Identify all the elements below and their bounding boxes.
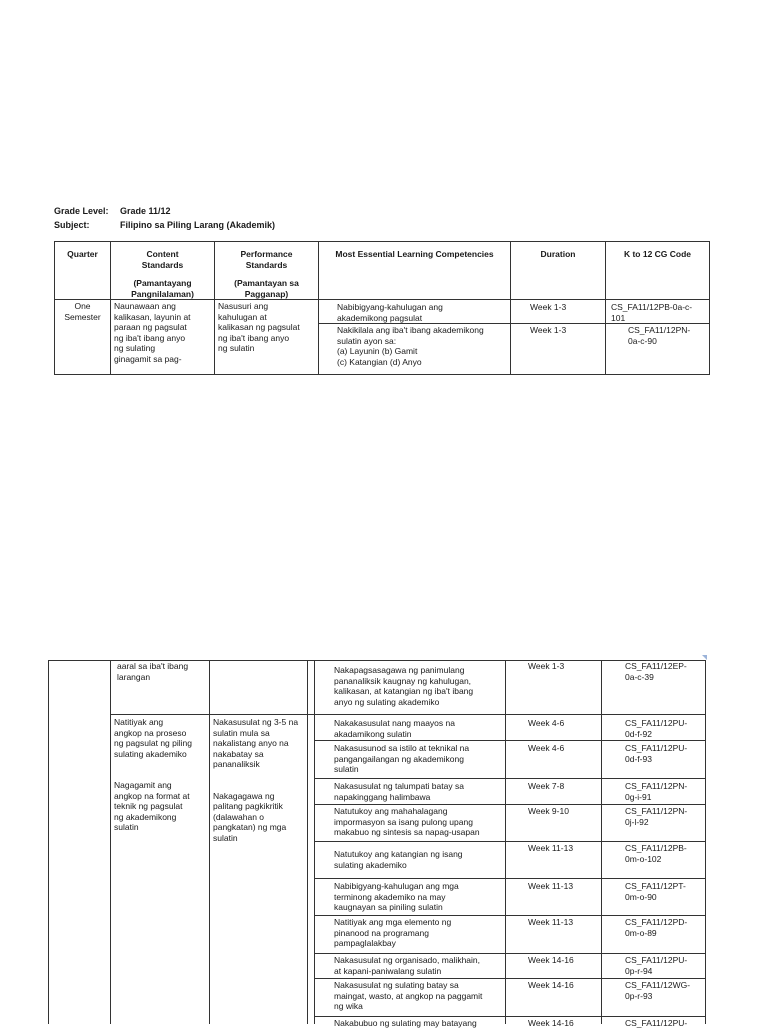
duration-cell: Week 7-8 (528, 781, 565, 791)
duration-cell: Week 1-3 (528, 661, 565, 671)
duration-cell: Week 4-6 (528, 718, 565, 728)
melc-cell: Nabibigyang-kahulugan ang akademikong pagsulat (337, 302, 443, 323)
melc-cell: Nakapagsasagawa ng panimulang pananaliksik kaugnay ng kahulugan, kalikasan, at katangian ng iba't ibang anyo ng sulating akademiko (334, 665, 474, 707)
melc-cell: Nabibigyang-kahulugan ang mga terminong akademiko na may kaugnayan sa piniling sulatin (334, 881, 459, 912)
cg-code-cell: CS_FA11/12PD- 0m-o-89 (625, 917, 688, 938)
content-standard-cell: Natitiyak ang angkop na proseso ng pagsulat ng piling sulating akademiko Nagagamit ang angkop na format at teknik ng pagsulat ng akademikong sulatin (114, 717, 192, 832)
duration-cell: Week 1-3 (530, 302, 567, 312)
cg-code-cell: CS_FA11/12PU- 0d-f-93 (625, 743, 688, 764)
duration-cell: Week 11-13 (528, 881, 574, 891)
duration-cell: Week 1-3 (530, 325, 567, 335)
duration-cell: Week 14-16 (528, 1018, 574, 1028)
cg-code-cell: CS_FA11/12PU- (625, 1018, 688, 1028)
header-content-standards-sub: (Pamantayang Pangnilalaman) (131, 278, 194, 299)
melc-cell: Nakasusulat ng organisado, malikhain, at kapani-paniwalang sulatin (334, 955, 481, 976)
performance-standard-cell: Nasusuri ang kahulugan at kalikasan ng pagsulat ng iba't ibang anyo ng sulatin (218, 301, 300, 353)
competency-table-continued (0, 640, 768, 1028)
cg-code-cell: CS_FA11/12PB- 0m-o-102 (625, 843, 687, 864)
duration-cell: Week 11-13 (528, 843, 574, 853)
duration-cell: Week 11-13 (528, 917, 574, 927)
grade-level-label: Grade Level: (54, 206, 109, 216)
cg-code-cell: CS_FA11/12PN- 0a-c-90 (628, 325, 691, 346)
performance-standard-cell: Nakasusulat ng 3-5 na sulatin mula sa nakalistang anyo na nakabatay sa pananaliksik Nakagagawa ng palitang pagkikritik (dalawahan o pangkatan) ng mga sulatin (213, 717, 299, 843)
duration-cell: Week 4-6 (528, 743, 565, 753)
melc-cell: Nakabubuo ng sulating may batayang (334, 1018, 477, 1028)
content-standard-cell: aaral sa iba't ibang larangan (117, 661, 189, 682)
cg-code-cell: CS_FA11/12PN- 0g-i-91 (625, 781, 688, 802)
melc-cell: Nakikilala ang iba't ibang akademikong sulatin ayon sa: (a) Layunin (b) Gamit (c) Katangian (d) Anyo (337, 325, 484, 367)
quarter-cell: One Semester (64, 301, 101, 322)
melc-cell: Natutukoy ang katangian ng isang sulating akademiko (334, 849, 463, 870)
duration-cell: Week 14-16 (528, 980, 574, 990)
cg-code-cell: CS_FA11/12PN- 0j-l-92 (625, 806, 688, 827)
header-cg-code: K to 12 CG Code (623, 249, 692, 259)
cg-code-cell: CS_FA11/12WG- 0p-r-93 (625, 980, 691, 1001)
header-content-standards: Content Standards (141, 249, 184, 270)
competency-table-top (0, 0, 768, 400)
content-standard-cell: Naunawaan ang kalikasan, layunin at paraan ng pagsulat ng iba't ibang anyo ng sulating ginagamit sa pag- (114, 301, 191, 364)
cg-code-cell: CS_FA11/12PU- 0d-f-92 (625, 718, 688, 739)
melc-cell: Natutukoy ang mahahalagang impormasyon sa isang pulong upang makabuo ng sintesis sa napag-usapan (334, 806, 480, 837)
header-performance-standards-sub: (Pamantayan sa Pagganap) (234, 278, 299, 299)
header-duration: Duration (540, 249, 576, 259)
subject-value: Filipino sa Piling Larang (Akademik) (120, 220, 276, 230)
melc-cell: Nakakasusulat nang maayos na akadamikong sulatin (334, 718, 455, 739)
cg-code-cell: CS_FA11/12PB-0a-c- 101 (611, 302, 693, 323)
melc-cell: Nakasusulat ng talumpati batay sa napakinggang halimbawa (334, 781, 464, 802)
header-performance-standards: Performance Standards (240, 249, 293, 270)
subject-label: Subject: (54, 220, 90, 230)
header-quarter: Quarter (67, 249, 98, 259)
header-melc: Most Essential Learning Competencies (335, 249, 494, 259)
melc-cell: Natitiyak ang mga elemento ng pinanood na programang pampaglalakbay (334, 917, 452, 948)
melc-cell: Nakasusulat ng sulating batay sa maingat, wasto, at angkop na paggamit ng wika (334, 980, 483, 1011)
cg-code-cell: CS_FA11/12EP- 0a-c-39 (625, 661, 687, 682)
cg-code-cell: CS_FA11/12PU- 0p-r-94 (625, 955, 688, 976)
duration-cell: Week 9-10 (528, 806, 569, 816)
cg-code-cell: CS_FA11/12PT- 0m-o-90 (625, 881, 686, 902)
duration-cell: Week 14-16 (528, 955, 574, 965)
page-corner-marker (702, 655, 707, 660)
grade-level-value: Grade 11/12 (120, 206, 171, 216)
melc-cell: Nakasusunod sa istilo at teknikal na pangangailangan ng akademikong sulatin (334, 743, 470, 774)
